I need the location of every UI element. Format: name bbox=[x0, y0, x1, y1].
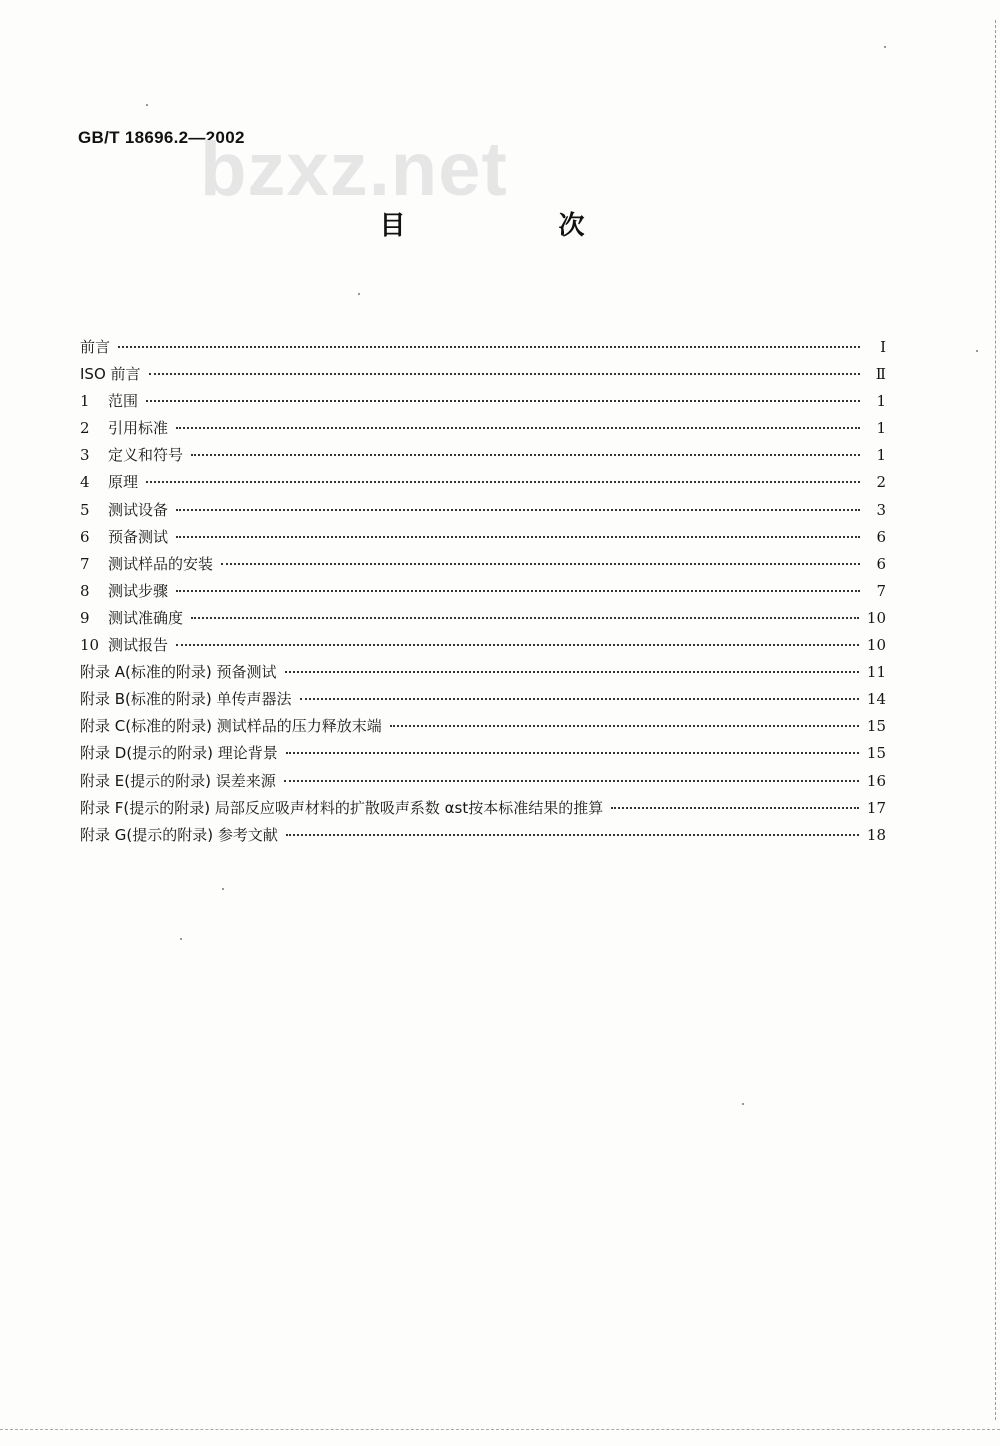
toc-entry-page: 17 bbox=[866, 798, 886, 817]
toc-entry-number: 6 bbox=[80, 527, 90, 546]
toc-entry-page: 3 bbox=[876, 500, 886, 519]
toc-entry-label: 附录 G(提示的附录) 参考文献 bbox=[80, 825, 278, 844]
toc-entry-label: 测试准确度 bbox=[108, 608, 184, 627]
toc-entry-label: 前言 bbox=[80, 338, 111, 356]
toc-leader-dots bbox=[146, 480, 860, 483]
toc-entry-label: 附录 C(标准的附录) 测试样品的压力释放末端 bbox=[80, 717, 382, 736]
scan-speck bbox=[358, 293, 360, 295]
toc-entry-label: 定义和符号 bbox=[108, 446, 184, 465]
toc-entry bbox=[80, 336, 886, 363]
scan-edge-bottom bbox=[0, 1428, 1000, 1430]
toc-entry-number: 7 bbox=[80, 554, 90, 573]
toc-leader-dots bbox=[146, 399, 860, 402]
toc-leader-dots bbox=[286, 751, 859, 754]
toc-entry-page: 6 bbox=[876, 554, 886, 573]
toc-entry-page: 1 bbox=[876, 446, 886, 465]
toc-leader-dots bbox=[221, 562, 860, 565]
toc-entry-label: 附录 B(标准的附录) 单传声器法 bbox=[80, 690, 292, 709]
toc-entry-label: 原理 bbox=[108, 473, 139, 492]
toc-entry-page: 10 bbox=[866, 636, 886, 655]
toc-entry bbox=[80, 526, 886, 553]
toc-entry-page: I bbox=[880, 338, 886, 356]
toc-entry-page: Ⅱ bbox=[875, 365, 886, 384]
toc-entry bbox=[80, 363, 886, 390]
toc-entry bbox=[80, 417, 886, 444]
toc-entry bbox=[80, 390, 886, 417]
toc-entry-label: 测试样品的安装 bbox=[108, 554, 214, 573]
scan-edge-right bbox=[993, 20, 996, 1420]
toc-entry-label: ISO 前言 bbox=[80, 365, 141, 384]
toc-leader-dots bbox=[176, 643, 859, 646]
toc-entry-number: 10 bbox=[80, 636, 100, 655]
toc-leader-dots bbox=[176, 508, 860, 511]
toc-entry bbox=[80, 824, 886, 851]
toc-entry-page: 6 bbox=[876, 527, 886, 546]
toc-entry bbox=[80, 471, 886, 498]
toc-entry bbox=[80, 634, 886, 661]
toc-leader-dots bbox=[118, 345, 860, 348]
toc-entry-page: 16 bbox=[866, 771, 886, 790]
toc-entry bbox=[80, 553, 886, 580]
scan-speck bbox=[222, 888, 224, 890]
toc-entry-number: 4 bbox=[80, 473, 90, 492]
toc-entry-page: 14 bbox=[866, 690, 886, 709]
toc-entry bbox=[80, 607, 886, 634]
watermark: bzxz.net bbox=[200, 127, 508, 212]
toc-entry-label: 测试报告 bbox=[108, 636, 169, 655]
toc-entry-page: 1 bbox=[876, 419, 886, 438]
toc-entry-label: 引用标准 bbox=[108, 419, 169, 438]
toc-leader-dots bbox=[191, 453, 860, 456]
toc-entry-number: 5 bbox=[80, 500, 90, 519]
toc-leader-dots bbox=[149, 372, 860, 375]
toc-entry bbox=[80, 742, 886, 769]
toc-entry-page: 2 bbox=[876, 473, 886, 492]
toc-leader-dots bbox=[285, 670, 859, 673]
toc-entry-label: 测试设备 bbox=[108, 500, 169, 519]
toc-entry-page: 18 bbox=[866, 825, 886, 844]
toc-entry-label: 测试步骤 bbox=[108, 581, 169, 600]
toc-leader-dots bbox=[286, 833, 859, 836]
toc-leader-dots bbox=[176, 426, 860, 429]
toc-leader-dots bbox=[390, 724, 859, 727]
toc-entry bbox=[80, 499, 886, 526]
scan-speck bbox=[976, 350, 978, 352]
toc-leader-dots bbox=[284, 779, 859, 782]
scan-speck bbox=[884, 46, 886, 48]
toc-entry-number: 1 bbox=[80, 392, 90, 411]
toc-entry-page: 11 bbox=[866, 663, 886, 682]
toc-entry-number: 8 bbox=[80, 581, 90, 600]
toc-entry bbox=[80, 715, 886, 742]
scan-speck bbox=[180, 938, 182, 940]
toc-entry-label: 附录 E(提示的附录) 误差来源 bbox=[80, 771, 276, 790]
page-title: 目 次 bbox=[379, 211, 657, 241]
toc-entry-label: 预备测试 bbox=[108, 527, 169, 546]
toc-leader-dots bbox=[176, 535, 860, 538]
toc-entry-label: 范围 bbox=[108, 392, 139, 411]
toc-leader-dots bbox=[176, 589, 860, 592]
scan-speck bbox=[146, 104, 148, 106]
toc-entry-page: 1 bbox=[876, 392, 886, 411]
toc-entry bbox=[80, 661, 886, 688]
toc-entry-number: 3 bbox=[80, 446, 90, 465]
toc-entry bbox=[80, 580, 886, 607]
toc-entry-page: 7 bbox=[876, 581, 886, 600]
toc-entry-page: 10 bbox=[866, 608, 886, 627]
scan-speck bbox=[742, 1103, 744, 1105]
toc-entry bbox=[80, 770, 886, 797]
toc-leader-dots bbox=[611, 806, 859, 809]
toc-leader-dots bbox=[191, 616, 859, 619]
toc-entry-label: 附录 F(提示的附录) 局部反应吸声材料的扩散吸声系数 αst按本标准结果的推算 bbox=[80, 798, 604, 817]
toc-entry bbox=[80, 444, 886, 471]
toc-entry-page: 15 bbox=[866, 717, 886, 736]
toc-entry bbox=[80, 797, 886, 824]
toc-entry-label: 附录 D(提示的附录) 理论背景 bbox=[80, 744, 278, 763]
toc-entry-number: 2 bbox=[80, 419, 90, 438]
toc-entry-label: 附录 A(标准的附录) 预备测试 bbox=[80, 663, 277, 682]
table-of-contents bbox=[80, 336, 886, 851]
toc-entry bbox=[80, 688, 886, 715]
toc-entry-page: 15 bbox=[866, 744, 886, 763]
standard-code: GB/T 18696.2—2002 bbox=[78, 128, 245, 147]
toc-leader-dots bbox=[300, 697, 859, 700]
toc-entry-number: 9 bbox=[80, 608, 90, 627]
